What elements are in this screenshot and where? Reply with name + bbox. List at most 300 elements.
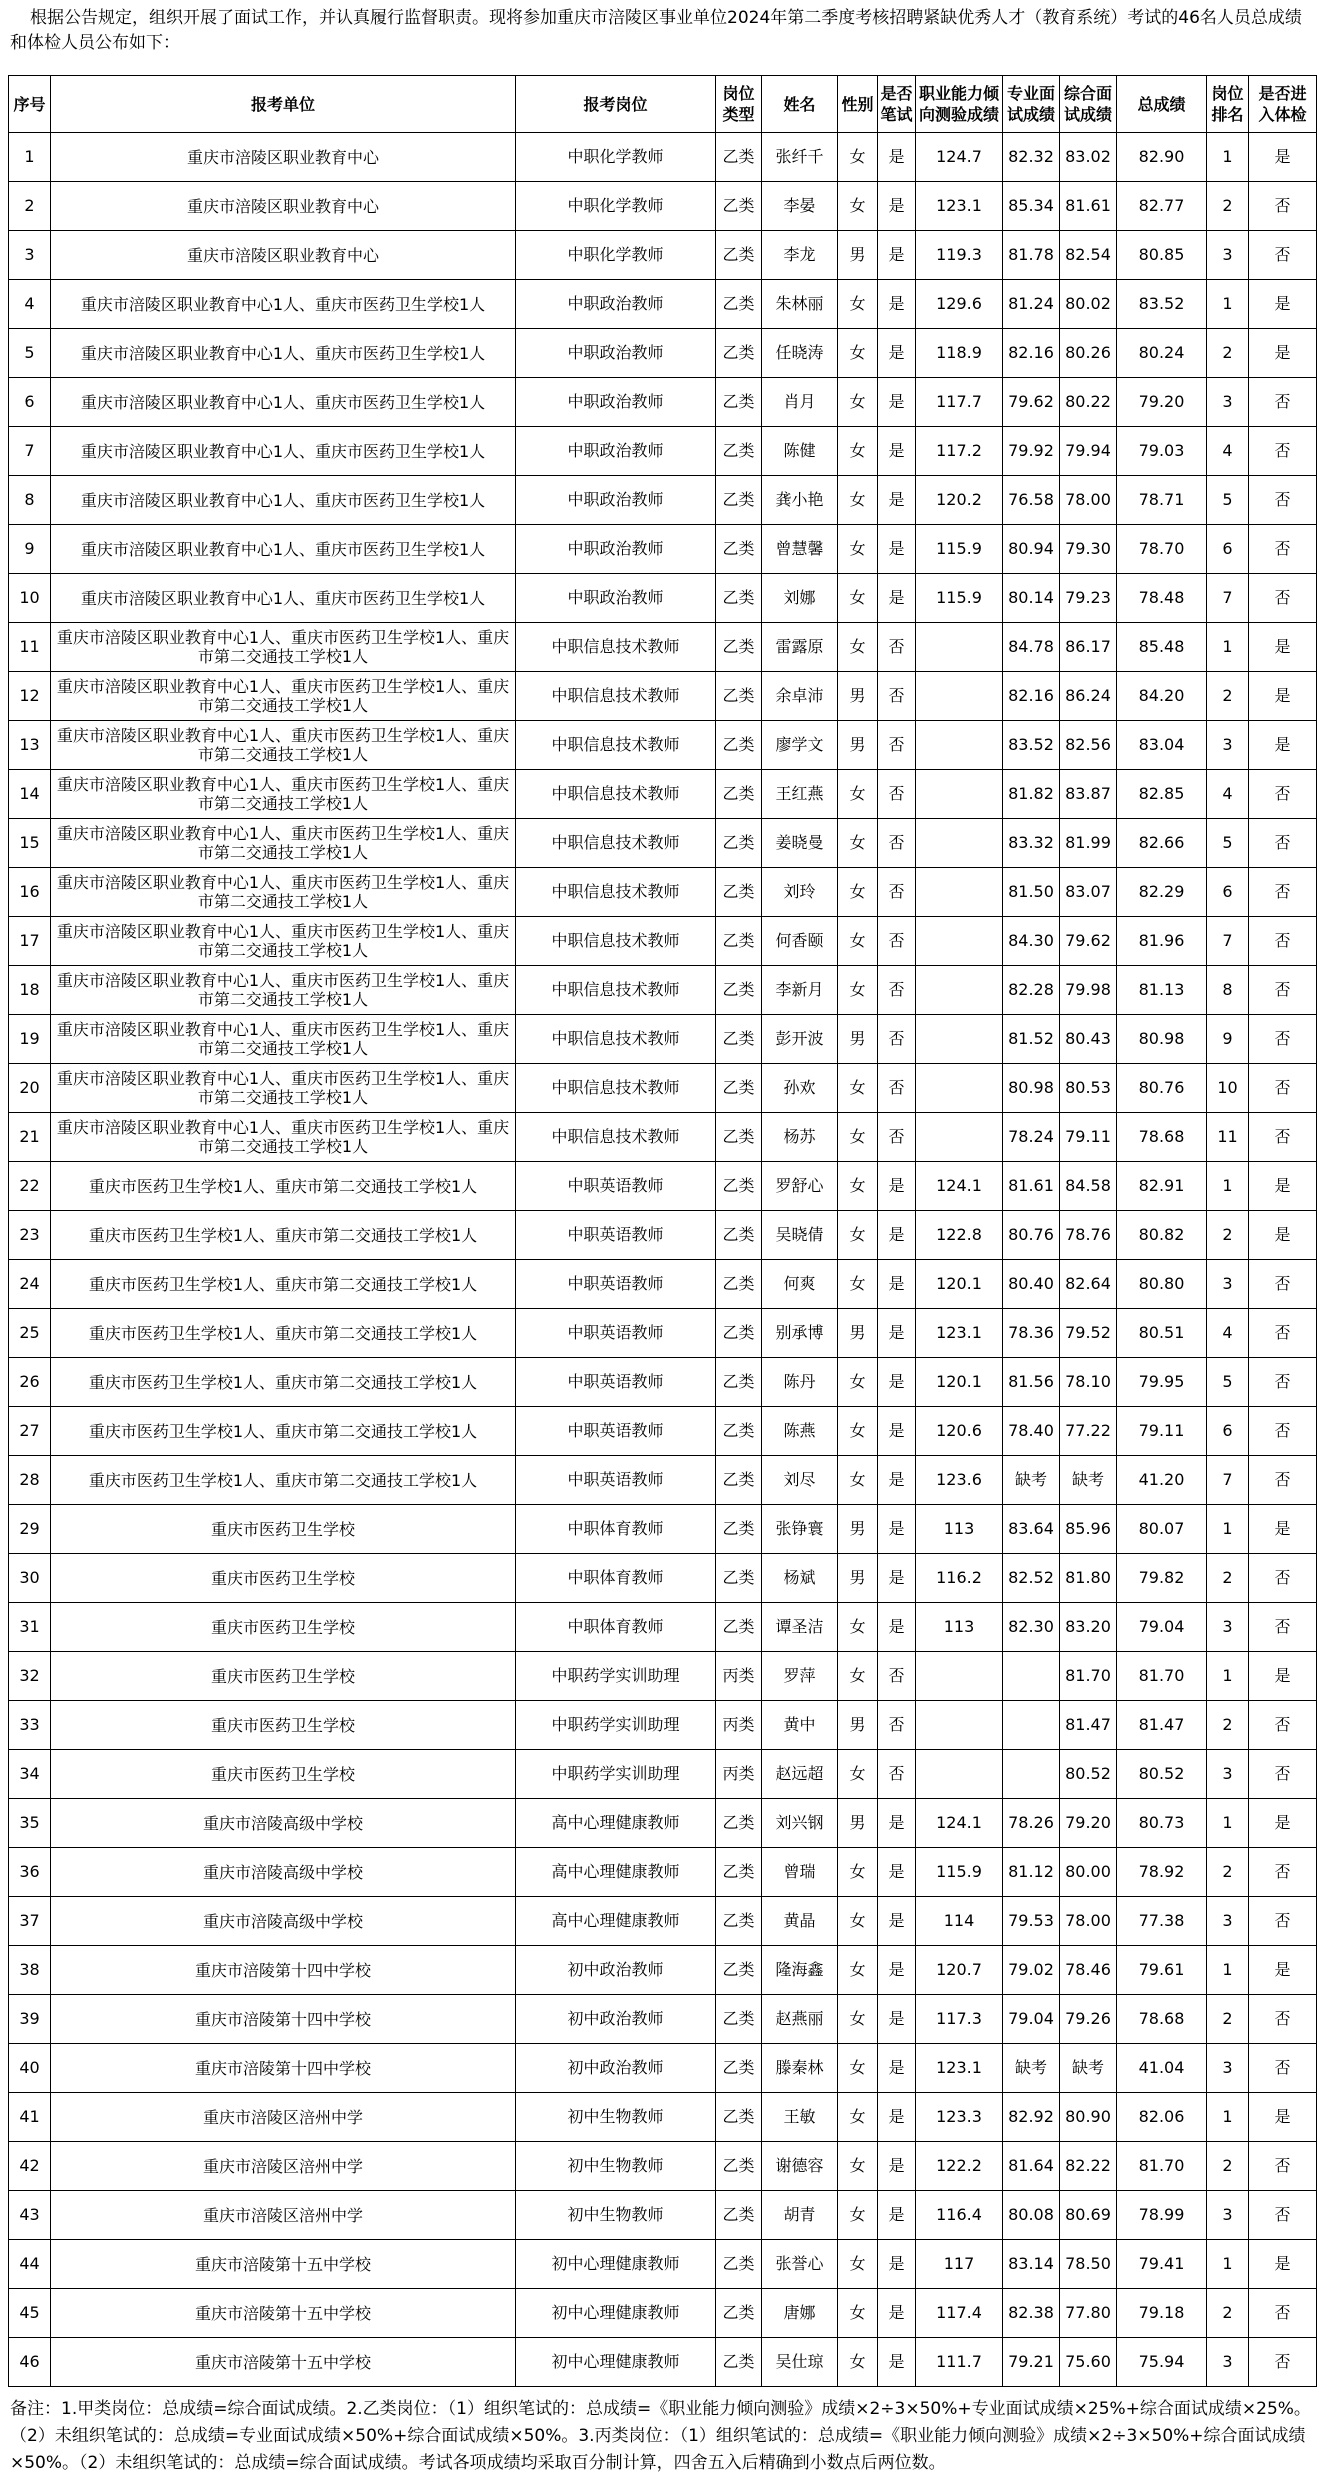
written-exam-flag-cell: 是 (878, 1603, 916, 1652)
gender-cell: 女 (838, 1113, 878, 1162)
table-row (9, 2142, 1317, 2191)
comprehensive-interview-cell: 78.46 (1060, 1946, 1117, 1995)
comprehensive-interview-cell: 81.61 (1060, 182, 1117, 231)
position-cell: 中职药学实训助理 (516, 1750, 716, 1799)
professional-interview-cell: 缺考 (1003, 2044, 1060, 2093)
name-cell: 谢德容 (762, 2142, 838, 2191)
unit-cell: 重庆市涪陵区职业教育中心1人、重庆市医药卫生学校1人、重庆市第二交通技工学校1人 (51, 868, 516, 917)
name-cell: 雷露原 (762, 623, 838, 672)
table-row (9, 1701, 1317, 1750)
position-type-cell: 乙类 (716, 2289, 762, 2338)
professional-interview-cell: 84.78 (1003, 623, 1060, 672)
total-score-cell: 75.94 (1117, 2338, 1207, 2387)
total-score-cell: 80.51 (1117, 1309, 1207, 1358)
aptitude-score-cell: 122.8 (916, 1211, 1003, 1260)
row-number: 14 (9, 770, 51, 819)
comprehensive-interview-cell: 79.62 (1060, 917, 1117, 966)
professional-interview-cell: 79.53 (1003, 1897, 1060, 1946)
total-score-cell: 79.18 (1117, 2289, 1207, 2338)
written-exam-flag-cell: 是 (878, 2338, 916, 2387)
aptitude-score-cell: 124.1 (916, 1162, 1003, 1211)
position-cell: 初中政治教师 (516, 1946, 716, 1995)
unit-cell: 重庆市医药卫生学校 (51, 1701, 516, 1750)
written-exam-flag-cell: 是 (878, 2093, 916, 2142)
position-type-cell: 乙类 (716, 1603, 762, 1652)
row-number: 5 (9, 329, 51, 378)
table-row (9, 182, 1317, 231)
written-exam-flag-cell: 是 (878, 2289, 916, 2338)
position-cell: 初中生物教师 (516, 2142, 716, 2191)
name-cell: 隆海鑫 (762, 1946, 838, 1995)
row-number: 40 (9, 2044, 51, 2093)
header-cell: 总成绩 (1117, 76, 1207, 133)
unit-cell: 重庆市涪陵区职业教育中心1人、重庆市医药卫生学校1人、重庆市第二交通技工学校1人 (51, 966, 516, 1015)
professional-interview-cell (1003, 1750, 1060, 1799)
aptitude-score-cell: 115.9 (916, 525, 1003, 574)
aptitude-score-cell: 113 (916, 1505, 1003, 1554)
gender-cell: 女 (838, 1064, 878, 1113)
row-number: 35 (9, 1799, 51, 1848)
rank-cell: 3 (1207, 721, 1249, 770)
gender-cell: 女 (838, 280, 878, 329)
professional-interview-cell: 82.92 (1003, 2093, 1060, 2142)
position-cell: 中职化学教师 (516, 133, 716, 182)
comprehensive-interview-cell: 86.24 (1060, 672, 1117, 721)
position-type-cell: 乙类 (716, 1897, 762, 1946)
name-cell: 赵远超 (762, 1750, 838, 1799)
aptitude-score-cell (916, 966, 1003, 1015)
physical-exam-flag-cell: 是 (1249, 2240, 1317, 2289)
gender-cell: 女 (838, 329, 878, 378)
aptitude-score-cell: 120.7 (916, 1946, 1003, 1995)
comprehensive-interview-cell: 83.20 (1060, 1603, 1117, 1652)
name-cell: 廖学文 (762, 721, 838, 770)
header-cell: 职业能力倾向测验成绩 (916, 76, 1003, 133)
name-cell: 杨斌 (762, 1554, 838, 1603)
header-cell: 报考单位 (51, 76, 516, 133)
unit-cell: 重庆市医药卫生学校 (51, 1750, 516, 1799)
row-number: 9 (9, 525, 51, 574)
table-row (9, 1407, 1317, 1456)
total-score-cell: 81.13 (1117, 966, 1207, 1015)
gender-cell: 女 (838, 2191, 878, 2240)
row-number: 28 (9, 1456, 51, 1505)
rank-cell: 3 (1207, 1897, 1249, 1946)
professional-interview-cell: 82.32 (1003, 133, 1060, 182)
rank-cell: 2 (1207, 2142, 1249, 2191)
comprehensive-interview-cell: 80.22 (1060, 378, 1117, 427)
name-cell: 黄晶 (762, 1897, 838, 1946)
name-cell: 曾慧馨 (762, 525, 838, 574)
total-score-cell: 41.04 (1117, 2044, 1207, 2093)
written-exam-flag-cell: 是 (878, 1211, 916, 1260)
position-type-cell: 乙类 (716, 966, 762, 1015)
physical-exam-flag-cell: 否 (1249, 182, 1317, 231)
table-row (9, 1113, 1317, 1162)
written-exam-flag-cell: 否 (878, 623, 916, 672)
rank-cell: 1 (1207, 2240, 1249, 2289)
position-cell: 中职英语教师 (516, 1162, 716, 1211)
written-exam-flag-cell: 是 (878, 574, 916, 623)
gender-cell: 女 (838, 1162, 878, 1211)
physical-exam-flag-cell: 否 (1249, 1750, 1317, 1799)
written-exam-flag-cell: 否 (878, 1064, 916, 1113)
position-cell: 中职信息技术教师 (516, 623, 716, 672)
position-type-cell: 乙类 (716, 1946, 762, 1995)
table-row (9, 280, 1317, 329)
position-type-cell: 乙类 (716, 1211, 762, 1260)
position-cell: 中职信息技术教师 (516, 868, 716, 917)
written-exam-flag-cell: 是 (878, 1456, 916, 1505)
written-exam-flag-cell: 否 (878, 1701, 916, 1750)
header-cell: 报考岗位 (516, 76, 716, 133)
row-number: 46 (9, 2338, 51, 2387)
physical-exam-flag-cell: 否 (1249, 868, 1317, 917)
name-cell: 曾瑞 (762, 1848, 838, 1897)
gender-cell: 女 (838, 1946, 878, 1995)
professional-interview-cell: 76.58 (1003, 476, 1060, 525)
professional-interview-cell: 78.26 (1003, 1799, 1060, 1848)
unit-cell: 重庆市医药卫生学校 (51, 1603, 516, 1652)
name-cell: 吴晓倩 (762, 1211, 838, 1260)
comprehensive-interview-cell: 81.70 (1060, 1652, 1117, 1701)
table-row (9, 525, 1317, 574)
aptitude-score-cell: 129.6 (916, 280, 1003, 329)
gender-cell: 女 (838, 1750, 878, 1799)
comprehensive-interview-cell: 80.00 (1060, 1848, 1117, 1897)
unit-cell: 重庆市涪陵第十四中学校 (51, 1946, 516, 1995)
total-score-cell: 82.29 (1117, 868, 1207, 917)
row-number: 4 (9, 280, 51, 329)
total-score-cell: 78.68 (1117, 1113, 1207, 1162)
written-exam-flag-cell: 是 (878, 1505, 916, 1554)
aptitude-score-cell: 123.1 (916, 182, 1003, 231)
unit-cell: 重庆市涪陵区职业教育中心1人、重庆市医药卫生学校1人、重庆市第二交通技工学校1人 (51, 917, 516, 966)
row-number: 43 (9, 2191, 51, 2240)
table-row (9, 868, 1317, 917)
position-cell: 中职英语教师 (516, 1456, 716, 1505)
header-cell: 岗位类型 (716, 76, 762, 133)
position-type-cell: 乙类 (716, 2338, 762, 2387)
physical-exam-flag-cell: 否 (1249, 2191, 1317, 2240)
position-cell: 中职化学教师 (516, 182, 716, 231)
total-score-cell: 79.20 (1117, 378, 1207, 427)
professional-interview-cell: 82.52 (1003, 1554, 1060, 1603)
professional-interview-cell: 79.04 (1003, 1995, 1060, 2044)
unit-cell: 重庆市涪陵第十五中学校 (51, 2289, 516, 2338)
physical-exam-flag-cell: 否 (1249, 574, 1317, 623)
unit-cell: 重庆市涪陵区职业教育中心1人、重庆市医药卫生学校1人、重庆市第二交通技工学校1人 (51, 623, 516, 672)
name-cell: 刘玲 (762, 868, 838, 917)
gender-cell: 男 (838, 721, 878, 770)
row-number: 39 (9, 1995, 51, 2044)
name-cell: 张纤千 (762, 133, 838, 182)
position-cell: 中职信息技术教师 (516, 917, 716, 966)
rank-cell: 7 (1207, 574, 1249, 623)
total-score-cell: 78.99 (1117, 2191, 1207, 2240)
name-cell: 陈健 (762, 427, 838, 476)
rank-cell: 1 (1207, 623, 1249, 672)
unit-cell: 重庆市医药卫生学校1人、重庆市第二交通技工学校1人 (51, 1260, 516, 1309)
name-cell: 肖月 (762, 378, 838, 427)
total-score-cell: 79.61 (1117, 1946, 1207, 1995)
written-exam-flag-cell: 是 (878, 1897, 916, 1946)
position-type-cell: 乙类 (716, 1554, 762, 1603)
position-type-cell: 乙类 (716, 623, 762, 672)
gender-cell: 男 (838, 1701, 878, 1750)
rank-cell: 3 (1207, 2338, 1249, 2387)
written-exam-flag-cell: 是 (878, 1358, 916, 1407)
table-row (9, 378, 1317, 427)
rank-cell: 2 (1207, 1848, 1249, 1897)
written-exam-flag-cell: 是 (878, 378, 916, 427)
comprehensive-interview-cell: 缺考 (1060, 2044, 1117, 2093)
position-cell: 中职信息技术教师 (516, 1064, 716, 1113)
total-score-cell: 81.70 (1117, 1652, 1207, 1701)
rank-cell: 1 (1207, 1652, 1249, 1701)
aptitude-score-cell: 118.9 (916, 329, 1003, 378)
position-cell: 初中政治教师 (516, 2044, 716, 2093)
total-score-cell: 80.07 (1117, 1505, 1207, 1554)
header-cell: 综合面试成绩 (1060, 76, 1117, 133)
name-cell: 吴仕琼 (762, 2338, 838, 2387)
physical-exam-flag-cell: 是 (1249, 1799, 1317, 1848)
unit-cell: 重庆市涪陵区职业教育中心1人、重庆市医药卫生学校1人 (51, 329, 516, 378)
comprehensive-interview-cell: 80.26 (1060, 329, 1117, 378)
row-number: 15 (9, 819, 51, 868)
position-type-cell: 乙类 (716, 770, 762, 819)
position-type-cell: 乙类 (716, 1064, 762, 1113)
unit-cell: 重庆市医药卫生学校1人、重庆市第二交通技工学校1人 (51, 1309, 516, 1358)
position-type-cell: 乙类 (716, 427, 762, 476)
position-type-cell: 乙类 (716, 525, 762, 574)
name-cell: 胡青 (762, 2191, 838, 2240)
aptitude-score-cell: 123.1 (916, 2044, 1003, 2093)
position-type-cell: 乙类 (716, 721, 762, 770)
professional-interview-cell: 80.14 (1003, 574, 1060, 623)
name-cell: 李新月 (762, 966, 838, 1015)
rank-cell: 11 (1207, 1113, 1249, 1162)
rank-cell: 3 (1207, 2191, 1249, 2240)
gender-cell: 女 (838, 1995, 878, 2044)
rank-cell: 1 (1207, 1505, 1249, 1554)
aptitude-score-cell (916, 672, 1003, 721)
table-row (9, 2240, 1317, 2289)
row-number: 20 (9, 1064, 51, 1113)
gender-cell: 女 (838, 2142, 878, 2191)
comprehensive-interview-cell: 78.00 (1060, 1897, 1117, 1946)
aptitude-score-cell: 117.4 (916, 2289, 1003, 2338)
header-cell: 是否进入体检 (1249, 76, 1317, 133)
comprehensive-interview-cell: 79.20 (1060, 1799, 1117, 1848)
position-cell: 中职英语教师 (516, 1211, 716, 1260)
gender-cell: 女 (838, 770, 878, 819)
unit-cell: 重庆市涪陵第十五中学校 (51, 2240, 516, 2289)
position-type-cell: 乙类 (716, 182, 762, 231)
unit-cell: 重庆市涪陵第十四中学校 (51, 1995, 516, 2044)
table-row (9, 231, 1317, 280)
position-cell: 中职信息技术教师 (516, 721, 716, 770)
unit-cell: 重庆市涪陵高级中学校 (51, 1799, 516, 1848)
gender-cell: 女 (838, 1358, 878, 1407)
aptitude-score-cell (916, 1750, 1003, 1799)
gender-cell: 女 (838, 476, 878, 525)
aptitude-score-cell (916, 1701, 1003, 1750)
aptitude-score-cell: 113 (916, 1603, 1003, 1652)
professional-interview-cell: 81.78 (1003, 231, 1060, 280)
rank-cell: 8 (1207, 966, 1249, 1015)
gender-cell: 男 (838, 1554, 878, 1603)
aptitude-score-cell (916, 1113, 1003, 1162)
row-number: 38 (9, 1946, 51, 1995)
written-exam-flag-cell: 是 (878, 329, 916, 378)
position-cell: 中职信息技术教师 (516, 819, 716, 868)
table-row (9, 917, 1317, 966)
unit-cell: 重庆市涪陵高级中学校 (51, 1897, 516, 1946)
comprehensive-interview-cell: 85.96 (1060, 1505, 1117, 1554)
professional-interview-cell: 82.28 (1003, 966, 1060, 1015)
written-exam-flag-cell: 是 (878, 2240, 916, 2289)
physical-exam-flag-cell: 否 (1249, 1407, 1317, 1456)
aptitude-score-cell: 111.7 (916, 2338, 1003, 2387)
gender-cell: 女 (838, 133, 878, 182)
aptitude-score-cell (916, 1015, 1003, 1064)
unit-cell: 重庆市涪陵区职业教育中心1人、重庆市医药卫生学校1人、重庆市第二交通技工学校1人 (51, 721, 516, 770)
table-row (9, 1750, 1317, 1799)
gender-cell: 女 (838, 1897, 878, 1946)
professional-interview-cell: 80.08 (1003, 2191, 1060, 2240)
aptitude-score-cell: 120.1 (916, 1260, 1003, 1309)
total-score-cell: 41.20 (1117, 1456, 1207, 1505)
position-type-cell: 乙类 (716, 378, 762, 427)
physical-exam-flag-cell: 是 (1249, 1652, 1317, 1701)
aptitude-score-cell: 120.6 (916, 1407, 1003, 1456)
total-score-cell: 79.82 (1117, 1554, 1207, 1603)
aptitude-score-cell: 116.4 (916, 2191, 1003, 2240)
position-cell: 中职政治教师 (516, 378, 716, 427)
table-row (9, 2044, 1317, 2093)
comprehensive-interview-cell: 75.60 (1060, 2338, 1117, 2387)
comprehensive-interview-cell: 79.52 (1060, 1309, 1117, 1358)
professional-interview-cell: 79.92 (1003, 427, 1060, 476)
row-number: 34 (9, 1750, 51, 1799)
table-header-row (9, 76, 1317, 133)
written-exam-flag-cell: 否 (878, 1750, 916, 1799)
written-exam-flag-cell: 是 (878, 231, 916, 280)
rank-cell: 1 (1207, 133, 1249, 182)
comprehensive-interview-cell: 81.99 (1060, 819, 1117, 868)
physical-exam-flag-cell: 是 (1249, 280, 1317, 329)
total-score-cell: 83.04 (1117, 721, 1207, 770)
name-cell: 刘娜 (762, 574, 838, 623)
unit-cell: 重庆市涪陵第十五中学校 (51, 2338, 516, 2387)
comprehensive-interview-cell: 79.11 (1060, 1113, 1117, 1162)
gender-cell: 女 (838, 1652, 878, 1701)
physical-exam-flag-cell: 否 (1249, 1113, 1317, 1162)
position-type-cell: 乙类 (716, 868, 762, 917)
position-cell: 初中生物教师 (516, 2191, 716, 2240)
position-type-cell: 乙类 (716, 1113, 762, 1162)
written-exam-flag-cell: 否 (878, 966, 916, 1015)
written-exam-flag-cell: 否 (878, 1652, 916, 1701)
rank-cell: 3 (1207, 2044, 1249, 2093)
aptitude-score-cell: 115.9 (916, 1848, 1003, 1897)
unit-cell: 重庆市涪陵区职业教育中心1人、重庆市医药卫生学校1人、重庆市第二交通技工学校1人 (51, 1113, 516, 1162)
unit-cell: 重庆市医药卫生学校1人、重庆市第二交通技工学校1人 (51, 1358, 516, 1407)
comprehensive-interview-cell: 78.76 (1060, 1211, 1117, 1260)
row-number: 31 (9, 1603, 51, 1652)
total-score-cell: 77.38 (1117, 1897, 1207, 1946)
written-exam-flag-cell: 否 (878, 1015, 916, 1064)
name-cell: 彭开波 (762, 1015, 838, 1064)
position-type-cell: 乙类 (716, 574, 762, 623)
physical-exam-flag-cell: 是 (1249, 1505, 1317, 1554)
row-number: 21 (9, 1113, 51, 1162)
rank-cell: 3 (1207, 378, 1249, 427)
professional-interview-cell: 85.34 (1003, 182, 1060, 231)
gender-cell: 女 (838, 1456, 878, 1505)
position-cell: 中职信息技术教师 (516, 966, 716, 1015)
gender-cell: 女 (838, 917, 878, 966)
row-number: 22 (9, 1162, 51, 1211)
written-exam-flag-cell: 是 (878, 1554, 916, 1603)
aptitude-score-cell: 120.2 (916, 476, 1003, 525)
written-exam-flag-cell: 是 (878, 1799, 916, 1848)
comprehensive-interview-cell: 78.50 (1060, 2240, 1117, 2289)
professional-interview-cell: 81.50 (1003, 868, 1060, 917)
physical-exam-flag-cell: 否 (1249, 2044, 1317, 2093)
position-cell: 中职信息技术教师 (516, 1113, 716, 1162)
score-table (8, 75, 1317, 2387)
position-type-cell: 乙类 (716, 1799, 762, 1848)
professional-interview-cell: 82.30 (1003, 1603, 1060, 1652)
rank-cell: 3 (1207, 1750, 1249, 1799)
position-type-cell: 乙类 (716, 280, 762, 329)
physical-exam-flag-cell: 是 (1249, 2093, 1317, 2142)
name-cell: 李晏 (762, 182, 838, 231)
comprehensive-interview-cell: 79.23 (1060, 574, 1117, 623)
gender-cell: 女 (838, 1211, 878, 1260)
rank-cell: 1 (1207, 1799, 1249, 1848)
table-row (9, 2338, 1317, 2387)
row-number: 1 (9, 133, 51, 182)
unit-cell: 重庆市医药卫生学校 (51, 1505, 516, 1554)
gender-cell: 男 (838, 672, 878, 721)
total-score-cell: 81.47 (1117, 1701, 1207, 1750)
gender-cell: 男 (838, 1799, 878, 1848)
name-cell: 朱林丽 (762, 280, 838, 329)
table-row (9, 1162, 1317, 1211)
aptitude-score-cell: 116.2 (916, 1554, 1003, 1603)
unit-cell: 重庆市涪陵区职业教育中心1人、重庆市医药卫生学校1人、重庆市第二交通技工学校1人 (51, 1064, 516, 1113)
physical-exam-flag-cell: 否 (1249, 966, 1317, 1015)
row-number: 33 (9, 1701, 51, 1750)
rank-cell: 1 (1207, 1946, 1249, 1995)
rank-cell: 7 (1207, 1456, 1249, 1505)
rank-cell: 5 (1207, 476, 1249, 525)
position-cell: 高中心理健康教师 (516, 1799, 716, 1848)
name-cell: 罗舒心 (762, 1162, 838, 1211)
rank-cell: 2 (1207, 2289, 1249, 2338)
comprehensive-interview-cell: 83.07 (1060, 868, 1117, 917)
comprehensive-interview-cell: 82.54 (1060, 231, 1117, 280)
position-type-cell: 乙类 (716, 1260, 762, 1309)
comprehensive-interview-cell: 83.87 (1060, 770, 1117, 819)
row-number: 37 (9, 1897, 51, 1946)
rank-cell: 3 (1207, 1260, 1249, 1309)
physical-exam-flag-cell: 否 (1249, 2142, 1317, 2191)
rank-cell: 3 (1207, 1603, 1249, 1652)
